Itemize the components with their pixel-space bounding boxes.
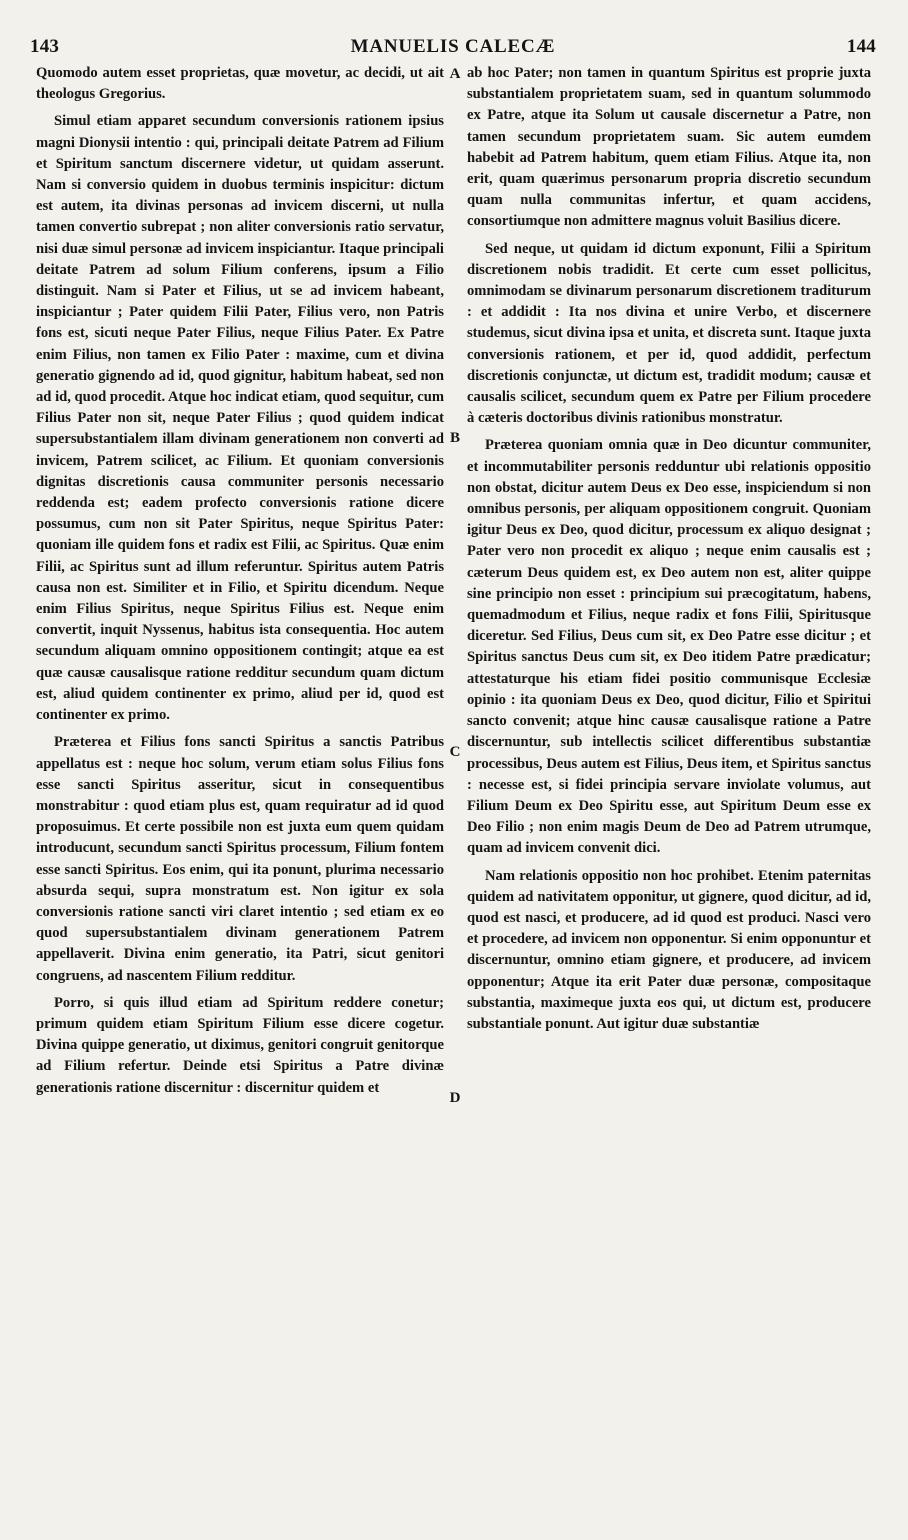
running-title: MANUELIS CALECÆ	[350, 36, 556, 57]
left-page-number: 143	[30, 36, 60, 57]
margin-letter-c: C	[449, 744, 461, 760]
paragraph: Præterea quoniam omnia quæ in Deo dicuntur communiter, et incommutabiliter personis redduntur ubi relationis oppositio non obstat, dicitur autem Deus ex Deo esse, inspiciendum si non omnibus personis, per aliquam oppositionem congruit. Quoniam igitur Deus ex Deo, quod dicitur, processum ex aliquo designat ; Pater vero non procedit ex aliquo ; neque enim causalis est ; cæterum Deus quidem est, ex Deo autem non est, aliter quippe sine principio non esset : principium sui præcogitatum, habens, quemadmodum et Filius, neque radix et fons Filii, Spiritusque diceretur. Sed Filius, Deus cum sit, ex Deo Patre esse dicitur ; et Spiritus sanctus Deus cum sit, ex Deo itidem Patre prædicatur; attestaturque his etiam fidei positio communisque Ecclesiæ opinio : ita quoniam Deus ex Deo, quod dicitur, Filio et Spiritui sancto convenit; atque hinc causæ causalisque ratione a Patre discernuntur, sub intellectis scilicet differentibus substantiæ processibus, Deus autem est Filius, Deus item, et Spiritus sanctus : necesse est, si fidei principia servare inviolate volumus, aut Filium Deum ex Deo Spiritu esse, aut Spiritum Deum esse ex Deo Filio ; non enim magis Deum de Deo ad Patrem utrumque, quam ad invicem convenit dici.	[467, 437, 871, 857]
right-column	[467, 63, 871, 1533]
paragraph: Præterea et Filius fons sancti Spiritus a sanctis Patribus appellatus est : neque hoc solum, verum etiam solus Filius fons esse sancti Spiritus asseritur, sicut in consequentibus monstrabitur : quod etiam plus est, quam requiratur ad id quod proposuimus. Et certe possibile non est juxta eum quem quidam introducunt, secundum sancti Spiritus processum, Filium fontem esse sancti Spiritus. Eos enim, qui ita ponunt, plurima necessario absurda sequi, supra monstratum est. Non igitur ex sola conversionis ratione sancti viri claret intentio ; sed etiam ex eo quod supersubstantialem divinam generationem Patrem appellaverit. Divina enim generatio, ita Patri, sicut genitori congruens, ad nascentem Filium redditur.	[36, 734, 444, 984]
margin-letter-b: B	[449, 430, 460, 446]
margin-letter-d: D	[449, 1090, 461, 1106]
paragraph: ab hoc Pater; non tamen in quantum Spiritus est proprie juxta substantialem proprietatem suam, sed in quantum solummodo ex Patre, atque ita Solum ut causale discernetur a Patre, non tamen secundum proprietatem suam. Sic autem eumdem habebit ad Patrem habitum, quem etiam Filius. Atque ita, non erit, quam quærimus personarum propria discretio secundum quam nulla communitas infertur, et quam accidens, consortiumque non admittere magnus voluit Basilius dicere.	[467, 65, 871, 230]
right-page-number: 144	[846, 36, 876, 57]
paragraph: Quomodo autem esset proprietas, quæ movetur, ac decidi, ut ait theologus Gregorius.	[36, 65, 444, 103]
paragraph: Porro, si quis illud etiam ad Spiritum reddere conetur; primum quidem etiam Spiritum Filium esse dicere cogetur. Divina quippe generatio, ut diximus, genitori congruit genitorque ad Filium refertur. Deinde etsi Spiritus a Patre divinæ generationis ratione discernitur : discernitur quidem et	[36, 994, 444, 1096]
margin-letter-a: A	[449, 66, 461, 82]
paragraph: Sed neque, ut quidam id dictum exponunt, Filii a Spiritum discretionem nobis tradidit. Et certe cum esset pollicitus, omnimodam se divinarum personarum discretionem traditurum : et addidit : Ita nos divina et unire Verbo, et discernere studemus, sicut divina ipsa et unita, et discreta sunt. Itaque juxta conversionis rationem, et per id, quod addidit, perfectum discretionis conjunctæ, ut dictum est, tradidit modum; causæ et causalis scilicet, secundum quem ex Patre per Filium procedere à cæteris doctoribus divinis rationibus monstratur.	[467, 240, 871, 427]
paragraph: Simul etiam apparet secundum conversionis rationem ipsius magni Dionysii intentio : qui, principali deitate Patrem ad Filium et Spiritum sanctum discernere videtur, ut quidam asserunt. Nam si conversio quidem in duobus terminis inspicitur: dictum est autem, ita divinas personas ad invicem discerni, ut nulla tamen convertio subrepat ; non aliter conversionis ratio servatur, nisi duæ simul personæ ad invicem inspiciantur. Itaque principali deitate Patrem ad solum Filium conferens, ipsum a Filio distinguit. Nam si Pater et Filius, ut se ad invicem habeant, inspiciantur ; Pater quidem Filii Pater, Filius vero, non Patris fons est, sicuti neque Pater Filius, neque Filius Pater. Ex Patre enim Filius, non tamen ex Filio Pater : maxime, cum et divina generatio gignendo ad id, quod gignitur, habitum habeat, sed non ad id, quod procedit. Atque hoc indicat etiam, quod sequitur, cum Filius Pater non sit, neque Pater Filius ; quod quidem indicat supersubstantialem illam divinam generationem non converti ad invicem, Patrem scilicet, ac Filium. Et quoniam conversionis dignitas discretionis causa communiter personis necessario reddenda est; eadem profecto conversionis ratione dicere possumus, cum non sit Pater Spiritus, neque Spiritus Pater: quoniam ille quidem fons et radix est Filii, ac Spiritus. Quæ enim Filii, ac Spiritus sunt ad illum referuntur. Spiritus autem Patris causa non est. Similiter et in Filio, et Spiritu dicendum. Neque enim Filius Spiritus, neque Spiritus Filius est. Neque enim convertit, inquit Nyssenus, habitus ista consequentia. Hoc autem secundum aliquam omnino oppositionem contingit; atque ea est quæ causæ causalisque ratione redditur secundum quam dictum est, aliud quidem continenter ex primo, aliud per id, quod est continenter ex primo.	[36, 113, 444, 724]
page-header	[30, 36, 876, 62]
paragraph: Nam relationis oppositio non hoc prohibet. Etenim paternitas quidem ad nativitatem opponitur, ut gignere, quod dicitur, ad id, quod est nasci, et producere, ad id quod est produci. Nasci vero et procedere, ad invicem non opponentur. Si enim opponuntur et discernuntur, omnino etiam gignere, et producere, ad invicem opponentur; Atque ita erit Pater duæ personæ, compositaque substantia, maximeque juxta eos qui, ut dictum est, producere substantiale ponunt. Aut igitur duæ substantiæ	[467, 867, 871, 1032]
left-column	[36, 63, 444, 1533]
